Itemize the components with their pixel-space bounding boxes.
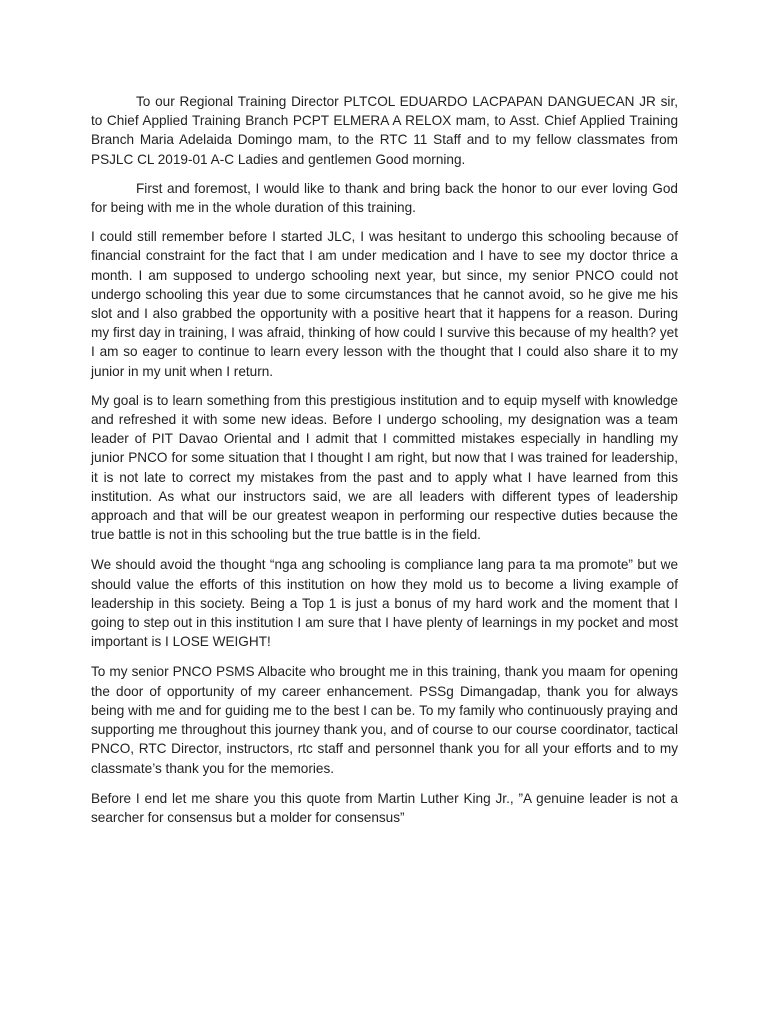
speech-text <box>91 92 678 838</box>
paragraph-avoid-thought: We should avoid the thought “nga ang schooling is compliance lang para ta ma promote” but we should value the efforts of this institution on how they mold us to become a living example of leadership in this society. Being a Top 1 is just a bonus of my hard work and the moment that I going to step out in this institution I am sure that I have plenty of learnings in my pocket and most important is I LOSE WEIGHT! <box>91 557 678 650</box>
paragraph-salutation: To our Regional Training Director PLTCOL EDUARDO LACPAPAN DANGUECAN JR sir, to Chief Applied Training Branch PCPT ELMERA A RELOX mam, to Asst. Chief Applied Training Branch Maria Adelaida Domingo mam, to the RTC 11 Staff and to my fellow classmates from PSJLC CL 2019-01 A-C Ladies and gentlemen Good morning. <box>91 94 678 167</box>
paragraph-goal: My goal is to learn something from this prestigious institution and to equip myself with knowledge and refreshed it with some new ideas. Before I undergo schooling, my designation was a team leader of PIT Davao Oriental and I admit that I committed mistakes especially in handling my junior PNCO for some situation that I thought I am right, but now that I was trained for leadership, it is not late to correct my mistakes from the past and to apply what I have learned from this institution. As what our instructors said, we are all leaders with different types of leadership approach and that will be our greatest weapon in performing our respective duties because the true battle is not in this schooling but the true battle is in the field. <box>91 392 678 543</box>
paragraph-before-jlc: I could still remember before I started JLC, I was hesitant to undergo this schooling because of financial constraint for the fact that I am under medication and I have to see my doctor thrice a month. I am supposed to undergo schooling next year, but since, my senior PNCO could not undergo schooling this year due to some circumstances that he cannot avoid, so he give me his slot and I also grabbed the opportunity with a positive heart that it happens for a reason. During my first day in training, I was afraid, thinking of how could I survive this because of my health? yet I am so eager to continue to learn every lesson with the thought that I could also share it to my junior in my unit when I return. <box>91 229 678 379</box>
paragraph-gratitude: To my senior PNCO PSMS Albacite who brought me in this training, thank you maam for opening the door of opportunity of my career enhancement. PSSg Dimangadap, thank you for always being with me and for guiding me to the best I can be. To my family who continuously praying and supporting me throughout this journey thank you, and of course to our course coordinator, tactical PNCO, RTC Director, instructors, rtc staff and personnel thank you for all your efforts and to my classmate’s thank you for the memories. <box>91 664 678 776</box>
paragraph-thanks-god: First and foremost, I would like to thank and bring back the honor to our ever loving God for being with me in the whole duration of this training. <box>91 180 678 216</box>
paragraph-closing-quote: Before I end let me share you this quote from Martin Luther King Jr., ”A genuine leader is not a searcher for consensus but a molder for consensus” <box>91 790 678 825</box>
